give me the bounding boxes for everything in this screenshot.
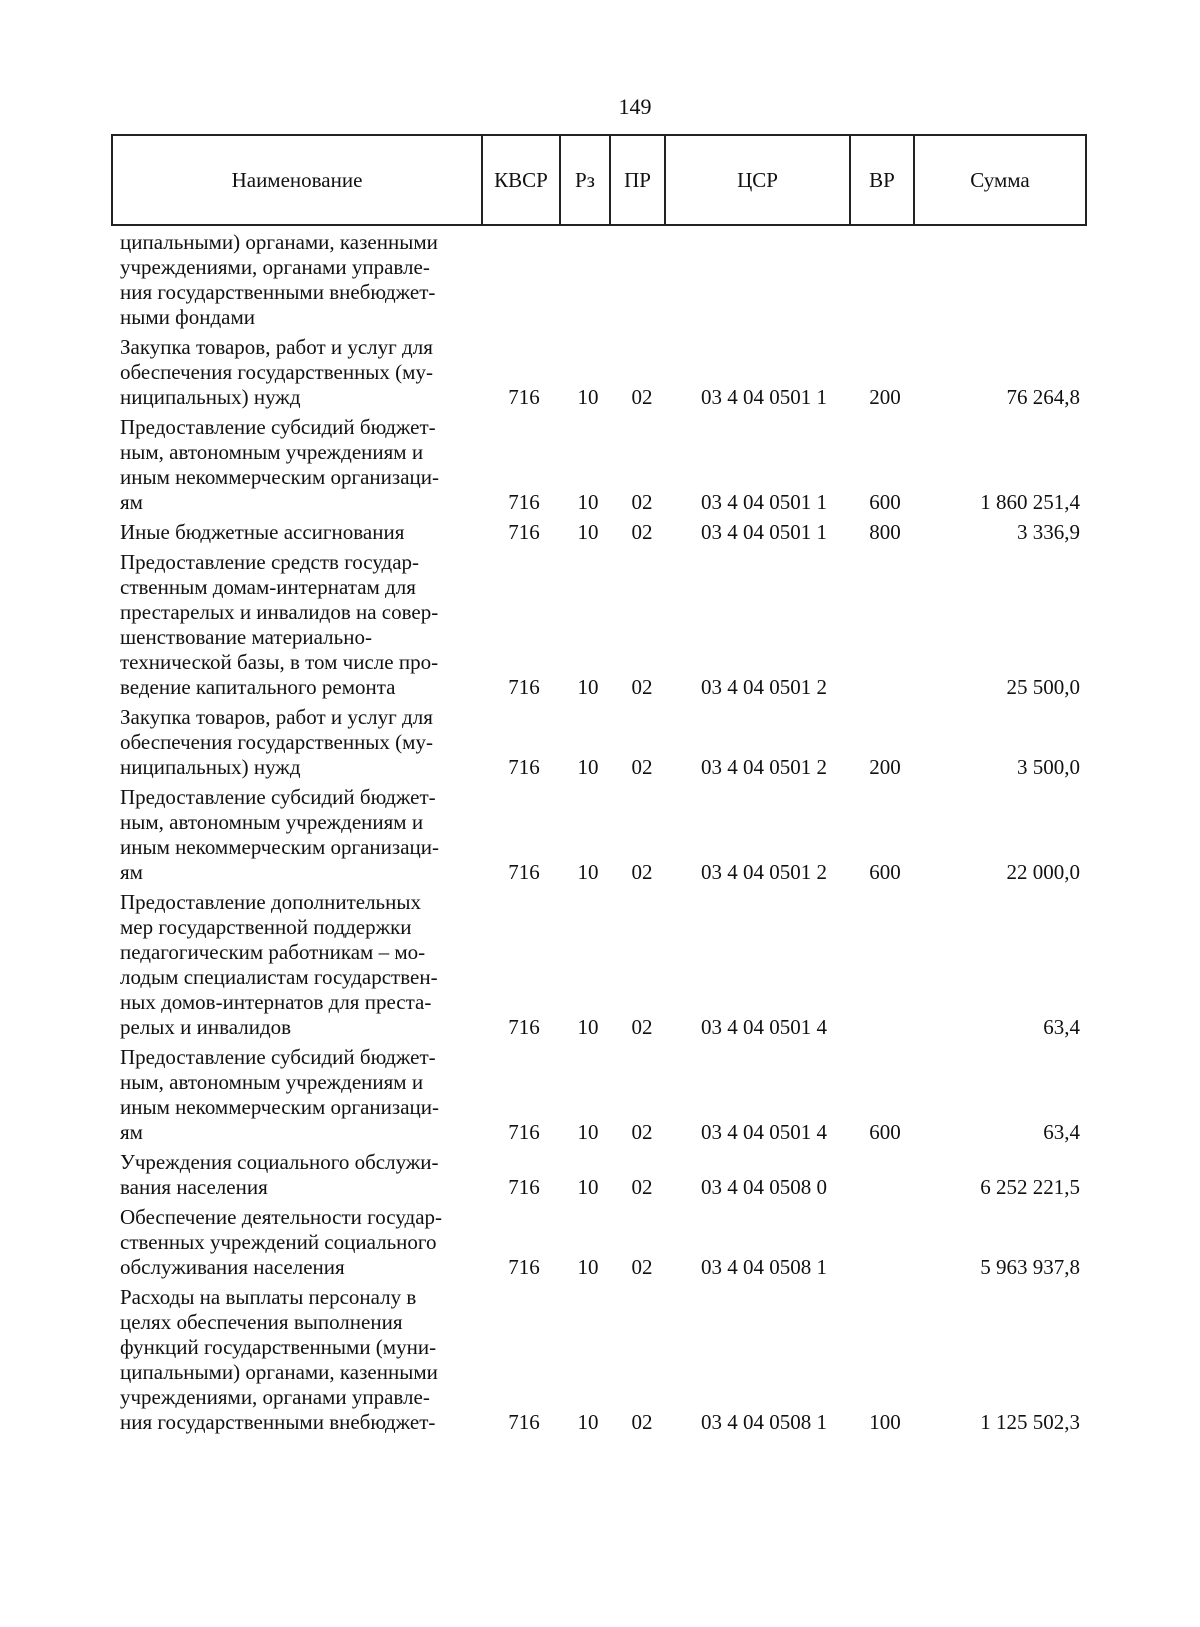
- row-kvsr: 716: [508, 1175, 540, 1199]
- row-kvsr: 716: [508, 755, 540, 779]
- row-name-line: вания населения: [120, 1175, 268, 1199]
- row-name-line: ниципальных) нужд: [120, 755, 301, 779]
- row-name-line: целях обеспечения выполнения: [120, 1310, 403, 1334]
- row-rz: 10: [577, 385, 599, 409]
- row-name-line: ям: [120, 1120, 143, 1144]
- row-name-line: Предоставление субсидий бюджет-: [120, 785, 436, 809]
- row-name: [120, 335, 473, 410]
- row-kvsr: 716: [508, 1015, 540, 1039]
- row-sum: 25 500,0: [1006, 675, 1080, 699]
- row-pr: 02: [631, 1015, 653, 1039]
- header-csr: ЦСР: [665, 135, 850, 225]
- row-name-line: релых и инвалидов: [120, 1015, 292, 1039]
- row-name-line: иным некоммерческим организаци-: [120, 835, 439, 859]
- row-name-line: Обеспечение деятельности государ-: [120, 1205, 443, 1229]
- row-csr: 03 4 04 0508 1: [701, 1410, 827, 1434]
- row-vr: 600: [869, 490, 901, 514]
- row-csr: 03 4 04 0501 1: [701, 490, 827, 514]
- row-rz: 10: [577, 520, 599, 544]
- row-name: [120, 1205, 473, 1280]
- row-name-line: ния государственными внебюджет-: [120, 1410, 436, 1434]
- row-name-line: шенствование материально-: [120, 625, 372, 649]
- row-vr: 200: [869, 385, 901, 409]
- row-name-line: ным, автономным учреждениям и: [120, 1070, 424, 1094]
- row-name-line: Предоставление средств государ-: [120, 550, 420, 574]
- row-csr: 03 4 04 0501 1: [701, 520, 827, 544]
- row-csr: 03 4 04 0508 0: [701, 1175, 827, 1199]
- row-name-line: престарелых и инвалидов на совер-: [120, 600, 439, 624]
- row-name-line: Закупка товаров, работ и услуг для: [120, 335, 433, 359]
- row-name-line: Закупка товаров, работ и услуг для: [120, 705, 433, 729]
- header-rz: Рз: [560, 135, 610, 225]
- table-row: [0, 520, 1200, 545]
- row-name-line: ственным домам-интернатам для: [120, 575, 416, 599]
- row-kvsr: 716: [508, 1410, 540, 1434]
- table-row: [0, 1285, 1200, 1435]
- table-row: [0, 1205, 1200, 1280]
- row-name: [120, 520, 473, 545]
- table-row: [0, 1150, 1200, 1200]
- row-sum: 76 264,8: [1006, 385, 1080, 409]
- row-sum: 6 252 221,5: [980, 1175, 1080, 1199]
- row-name-line: Предоставление субсидий бюджет-: [120, 1045, 436, 1069]
- row-name-line: мер государственной поддержки: [120, 915, 412, 939]
- row-pr: 02: [631, 1175, 653, 1199]
- row-name: [120, 705, 473, 780]
- table-header: [111, 134, 1087, 226]
- row-name: [120, 550, 473, 700]
- row-vr: 800: [869, 520, 901, 544]
- row-csr: 03 4 04 0501 2: [701, 675, 827, 699]
- page-number: 149: [618, 94, 652, 119]
- row-sum: 63,4: [1043, 1120, 1080, 1144]
- table-row: [0, 415, 1200, 515]
- row-pr: 02: [631, 520, 653, 544]
- row-name-line: ния государственными внебюджет-: [120, 280, 436, 304]
- row-sum: 5 963 937,8: [980, 1255, 1080, 1279]
- row-pr: 02: [631, 1255, 653, 1279]
- row-rz: 10: [577, 1410, 599, 1434]
- header-name: Наименование: [112, 135, 482, 225]
- row-vr: 600: [869, 1120, 901, 1144]
- row-name-line: ведение капитального ремонта: [120, 675, 396, 699]
- row-name-line: ципальными) органами, казенными: [120, 230, 438, 254]
- row-rz: 10: [577, 490, 599, 514]
- row-name-line: функций государственными (муни-: [120, 1335, 437, 1359]
- row-name-line: Иные бюджетные ассигнования: [120, 520, 405, 544]
- row-pr: 02: [631, 490, 653, 514]
- row-kvsr: 716: [508, 1255, 540, 1279]
- row-kvsr: 716: [508, 675, 540, 699]
- row-kvsr: 716: [508, 490, 540, 514]
- row-csr: 03 4 04 0501 2: [701, 860, 827, 884]
- row-name-line: обеспечения государственных (му-: [120, 730, 433, 754]
- row-pr: 02: [631, 385, 653, 409]
- row-rz: 10: [577, 860, 599, 884]
- row-kvsr: 716: [508, 520, 540, 544]
- row-name-line: ям: [120, 490, 143, 514]
- row-name-line: ственных учреждений социального: [120, 1230, 437, 1254]
- row-name-line: Предоставление субсидий бюджет-: [120, 415, 436, 439]
- header-vr: ВР: [850, 135, 914, 225]
- row-name: [120, 890, 473, 1040]
- row-name-line: ными фондами: [120, 305, 256, 329]
- row-csr: 03 4 04 0501 4: [701, 1120, 827, 1144]
- row-vr: 600: [869, 860, 901, 884]
- header-pr: ПР: [610, 135, 665, 225]
- row-name-line: ным, автономным учреждениям и: [120, 810, 424, 834]
- row-name-line: обслуживания населения: [120, 1255, 345, 1279]
- row-vr: 200: [869, 755, 901, 779]
- row-name-line: технической базы, в том числе про-: [120, 650, 439, 674]
- row-sum: 3 336,9: [1017, 520, 1080, 544]
- row-name-line: ципальными) органами, казенными: [120, 1360, 438, 1384]
- row-rz: 10: [577, 1255, 599, 1279]
- header-kvsr: КВСР: [482, 135, 560, 225]
- table-row: [0, 890, 1200, 1040]
- row-name-line: ным, автономным учреждениям и: [120, 440, 424, 464]
- row-csr: 03 4 04 0501 2: [701, 755, 827, 779]
- row-name: [120, 230, 473, 330]
- row-sum: 63,4: [1043, 1015, 1080, 1039]
- row-name: [120, 1150, 473, 1200]
- row-sum: 1 125 502,3: [980, 1410, 1080, 1434]
- row-name-line: Расходы на выплаты персоналу в: [120, 1285, 417, 1309]
- row-kvsr: 716: [508, 860, 540, 884]
- table-row: [0, 550, 1200, 700]
- row-sum: 3 500,0: [1017, 755, 1080, 779]
- row-name-line: иным некоммерческим организаци-: [120, 1095, 439, 1119]
- table-row: [0, 785, 1200, 885]
- row-vr: 100: [869, 1410, 901, 1434]
- row-name-line: лодым специалистам государствен-: [120, 965, 438, 989]
- row-sum: 22 000,0: [1006, 860, 1080, 884]
- row-name: [120, 1045, 473, 1145]
- row-name-line: ниципальных) нужд: [120, 385, 301, 409]
- table-row: [0, 705, 1200, 780]
- header-sum: Сумма: [914, 135, 1086, 225]
- row-name-line: ных домов-интернатов для преста-: [120, 990, 432, 1014]
- row-name-line: учреждениями, органами управле-: [120, 1385, 430, 1409]
- row-name-line: педагогическим работникам – мо-: [120, 940, 426, 964]
- row-rz: 10: [577, 1175, 599, 1199]
- table-row: [0, 1045, 1200, 1145]
- row-name: [120, 415, 473, 515]
- row-name-line: ям: [120, 860, 143, 884]
- row-name-line: Учреждения социального обслужи-: [120, 1150, 439, 1174]
- row-csr: 03 4 04 0501 4: [701, 1015, 827, 1039]
- row-name: [120, 785, 473, 885]
- row-pr: 02: [631, 860, 653, 884]
- row-pr: 02: [631, 1120, 653, 1144]
- row-kvsr: 716: [508, 1120, 540, 1144]
- row-sum: 1 860 251,4: [980, 490, 1080, 514]
- table-row: [0, 230, 1200, 330]
- row-kvsr: 716: [508, 385, 540, 409]
- row-rz: 10: [577, 675, 599, 699]
- row-rz: 10: [577, 755, 599, 779]
- row-name-line: обеспечения государственных (му-: [120, 360, 433, 384]
- row-pr: 02: [631, 675, 653, 699]
- row-rz: 10: [577, 1015, 599, 1039]
- row-rz: 10: [577, 1120, 599, 1144]
- row-name-line: Предоставление дополнительных: [120, 890, 421, 914]
- row-csr: 03 4 04 0508 1: [701, 1255, 827, 1279]
- row-name-line: учреждениями, органами управле-: [120, 255, 430, 279]
- table-row: [0, 335, 1200, 410]
- row-name: [120, 1285, 473, 1435]
- row-name-line: иным некоммерческим организаци-: [120, 465, 439, 489]
- row-csr: 03 4 04 0501 1: [701, 385, 827, 409]
- row-pr: 02: [631, 755, 653, 779]
- row-pr: 02: [631, 1410, 653, 1434]
